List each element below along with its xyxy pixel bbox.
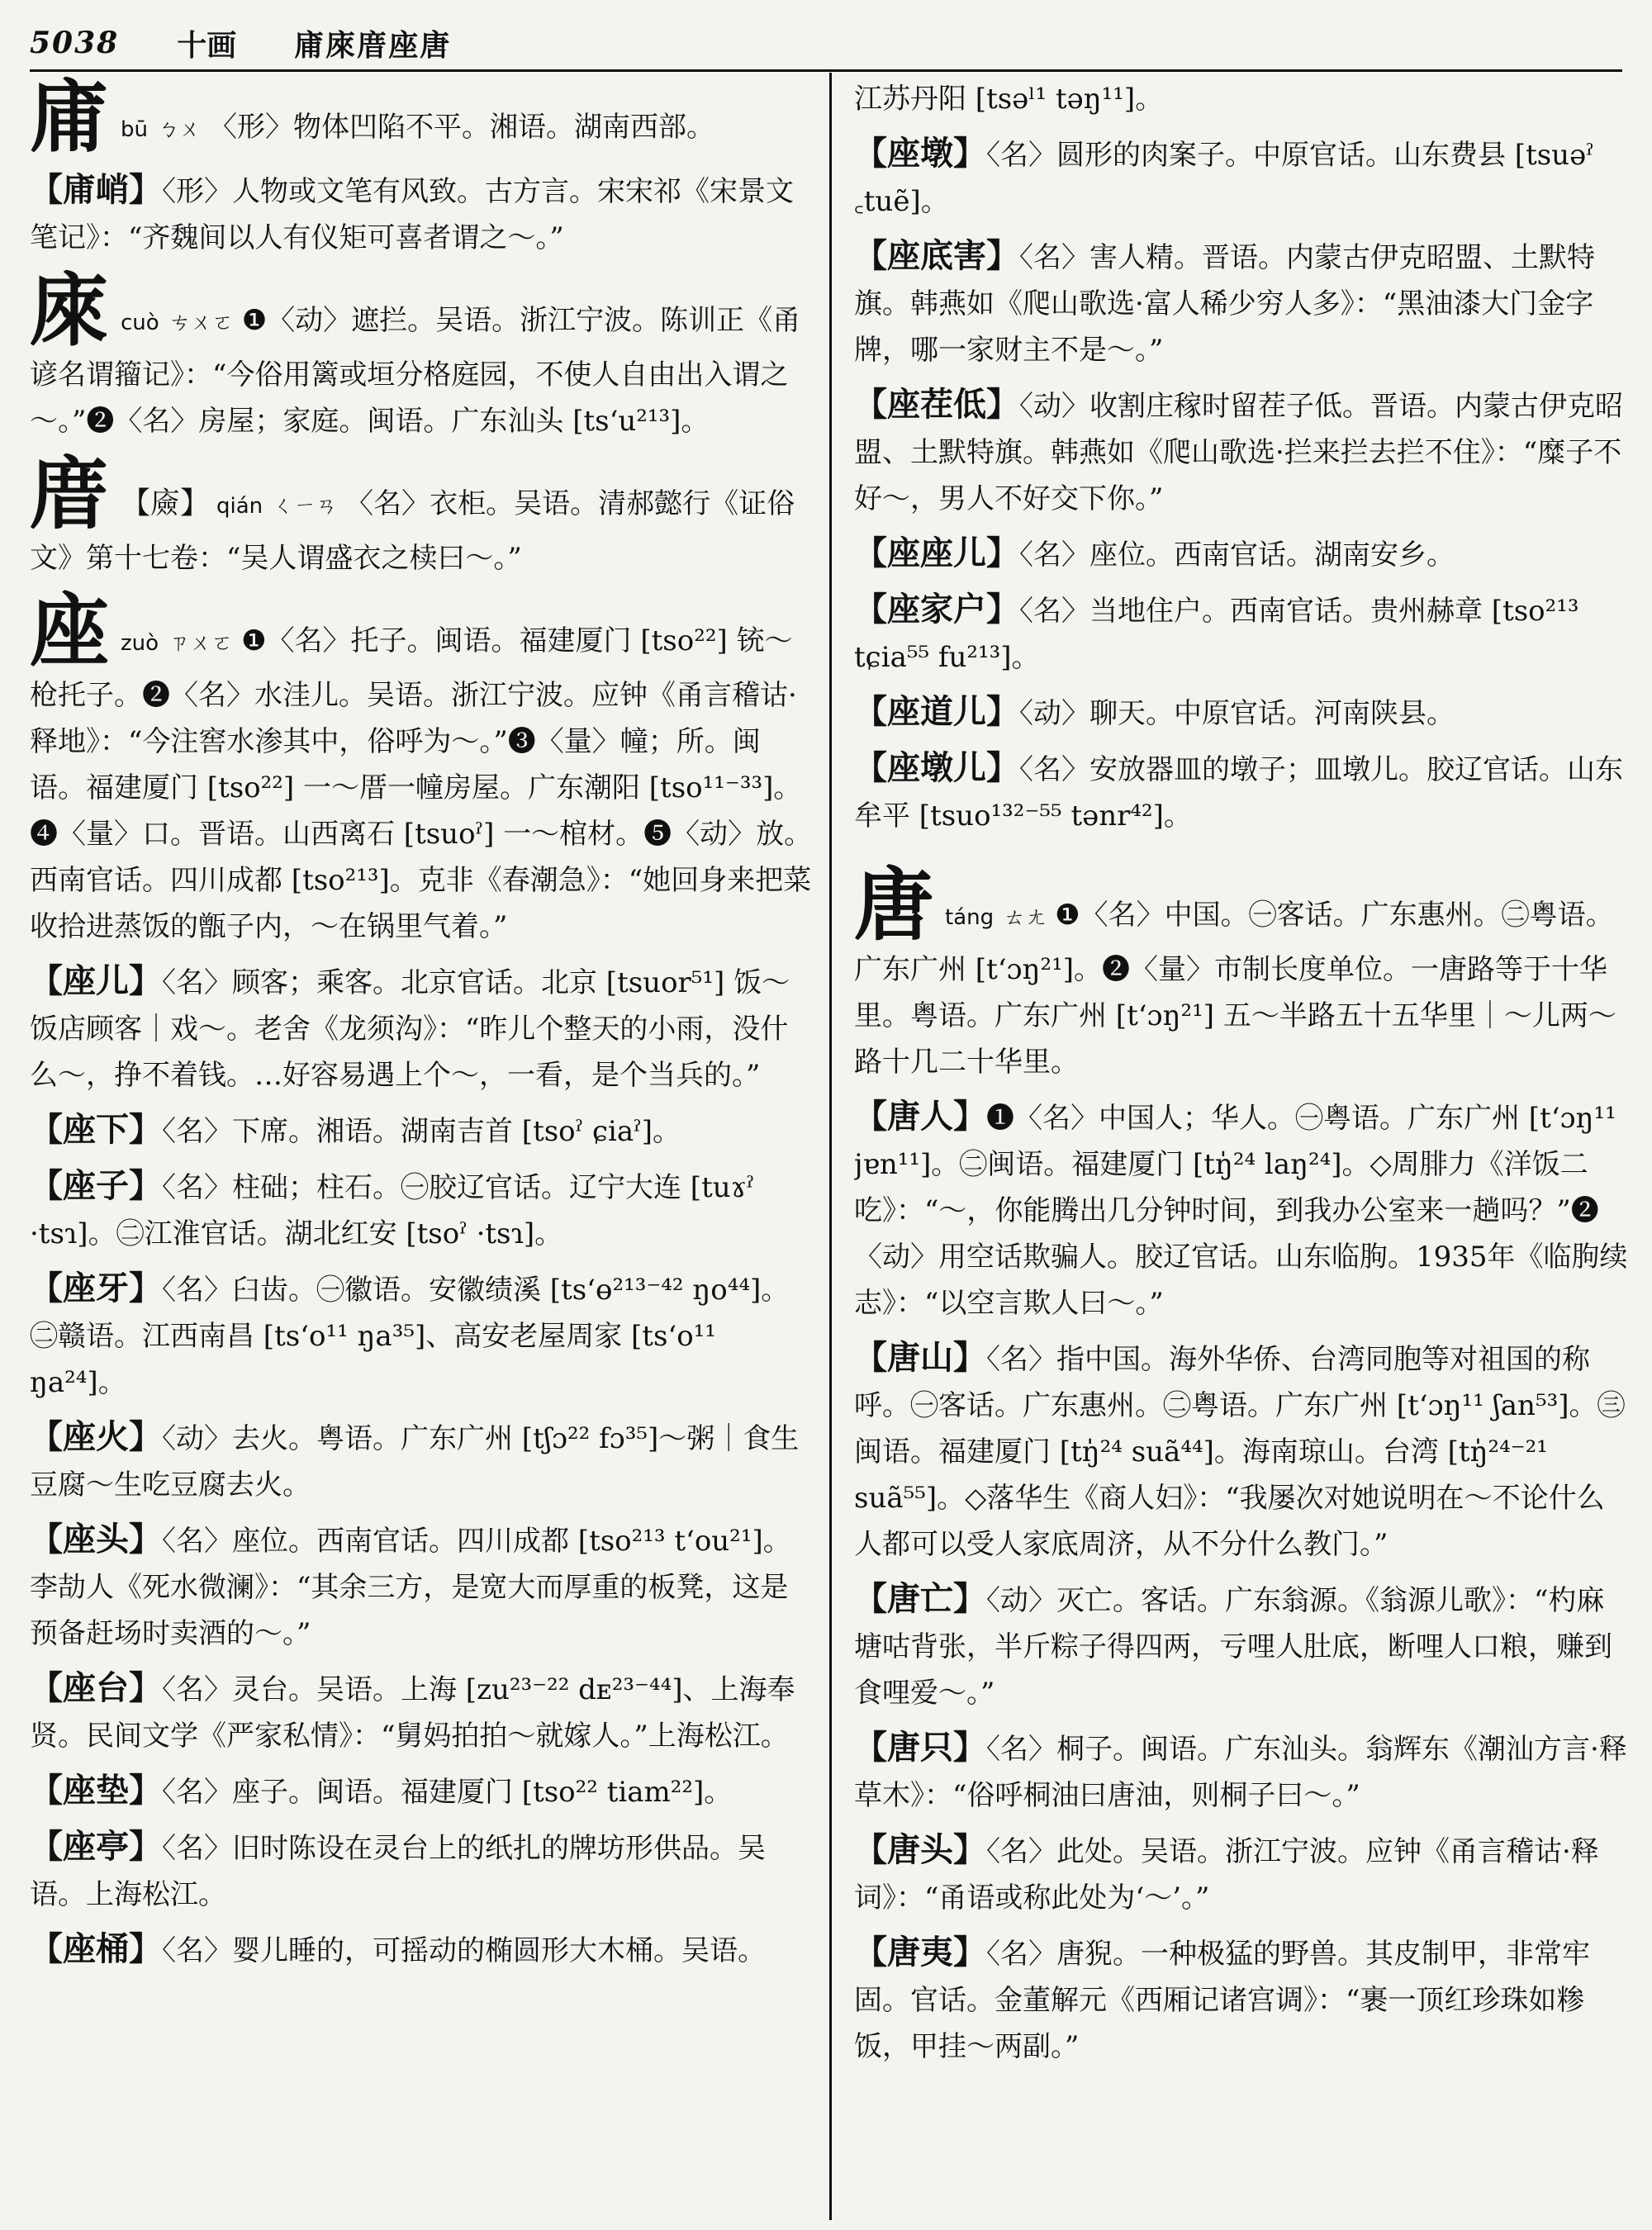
compound-term: 【唐亡】 xyxy=(854,1579,986,1618)
compound-term: 【座子】 xyxy=(30,1166,162,1205)
compound-term: 【座下】 xyxy=(30,1110,162,1149)
definition: 〈名〉安放器皿的墩子；皿墩儿。胶辽官话。山东牟平 [tsuo¹³²⁻⁵⁵ tənr⁴²]。 xyxy=(854,753,1623,833)
compound-term: 【座家户】 xyxy=(854,590,1019,629)
definition: 〈名〉衣柜。吴语。清郝懿行《证俗文》第十七卷：“吴人谓盛衣之椟曰～。” xyxy=(30,487,795,575)
zhuyin: ㄘㄨㄛ xyxy=(169,311,234,335)
left-column xyxy=(30,76,814,2223)
entry-compound xyxy=(854,689,1631,737)
entry-compound xyxy=(854,382,1631,522)
definition: 〈名〉顾客；乘客。北京官话。北京 [tsuor⁵¹] 饭～饭店顾客｜戏～。老舍《龙须沟》：“昨儿个整天的小雨，没什么～，挣不着钱。…好容易遇上个～，一看，是个当兵的。” xyxy=(30,966,790,1092)
entry-compound xyxy=(854,1335,1631,1568)
pinyin: cuò xyxy=(121,311,159,335)
compound-term: 【庯峭】 xyxy=(30,170,162,209)
pinyin: qián xyxy=(216,494,263,519)
definition: 〈形〉人物或文笔有风致。古方言。宋宋祁《宋景文笔记》：“齐魏间以人有仪矩可喜者谓之～。” xyxy=(30,175,794,254)
entry-compound xyxy=(854,233,1631,373)
definition: 〈动〉聊天。中原官话。河南陕县。 xyxy=(1019,697,1455,730)
compound-term: 【座道儿】 xyxy=(854,692,1019,731)
zhuyin: ㄗㄨㄛ xyxy=(169,631,234,656)
entry-compound xyxy=(30,1414,814,1508)
entry-head xyxy=(30,584,814,950)
head-character: 庲 xyxy=(30,263,109,357)
entry-compound xyxy=(854,745,1631,839)
definition: 〈名〉柱础；柱石。㊀胶辽官话。辽宁大连 [tuɤˀ ·tsɿ]。㊁江淮官话。湖北红安 [tsoˀ ·tsɿ]。 xyxy=(30,1171,755,1250)
entry-compound xyxy=(854,1094,1631,1326)
compound-term: 【座桶】 xyxy=(30,1929,162,1968)
definition: 〈名〉下席。湘语。湖南吉首 [tsoˀ ɕiaˀ]。 xyxy=(162,1115,681,1148)
compound-term: 【座台】 xyxy=(30,1668,162,1707)
head-character: 唐 xyxy=(854,858,933,951)
definition: 〈动〉去火。粤语。广东广州 [tʃɔ²² fɔ³⁵]～粥｜食生豆腐～生吃豆腐去火。 xyxy=(30,1422,800,1502)
definition: ❶〈动〉遮拦。吴语。浙江宁波。陈训正《甬谚名谓籀记》：“今俗用篱或垣分格庭园，不使人自由出入谓之～。”❷〈名〉房屋；家庭。闽语。广东汕头 [tsʻu²¹³]。 xyxy=(30,304,801,438)
definition: 〈名〉臼齿。㊀徽语。安徽绩溪 [tsʻɵ²¹³⁻⁴² ŋo⁴⁴]。㊁赣语。江西南昌 [tsʻo¹¹ ŋa³⁵]、高安老屋周家 [tsʻo¹¹ ŋa²⁴]。 xyxy=(30,1274,790,1399)
right-column xyxy=(854,76,1631,2223)
definition: ❶〈名〉托子。闽语。福建厦门 [tso²²] 铳～枪托子。❷〈名〉水洼儿。吴语。浙江宁波。应钟《甬言稽诂·释地》：“今注窖水渗其中，俗呼为～。”❸〈量〉幢；所。闽语。福建厦门 [tso²²] 一～厝一幢房屋。广东潮阳 [tso¹¹⁻³³]。❹〈量〉口。晋语。山西离石 [tsuoˀ] 一～棺材。❺〈动〉放。西南官话。四川成都 [tso²¹³]。克非《春潮急》：“她回身来把菜收拾进蒸饭的甑子内，～在锅里气着。” xyxy=(30,624,813,943)
entry-compound xyxy=(30,167,814,261)
header-head-chars: 庯庲庴座唐 xyxy=(294,27,452,63)
definition: 〈名〉圆形的肉案子。中原官话。山东费县 [tsuəˀ ꜀tuẽ]。 xyxy=(854,139,1594,218)
entry-head xyxy=(30,76,814,164)
definition: 〈名〉唐猊。一种极猛的野兽。其皮制甲，非常牢固。官话。金董解元《西厢记诸宫调》：“裹一顶红珍珠如糁饭，甲挂～两副。” xyxy=(854,1938,1590,2063)
entry-head xyxy=(30,263,814,444)
zhuyin: ㄅㄨ xyxy=(157,117,201,142)
entry-compound xyxy=(30,1767,814,1815)
column-divider xyxy=(829,73,832,2220)
entry-compound xyxy=(30,1824,814,1918)
entry-compound xyxy=(854,1576,1631,1716)
entry-compound xyxy=(30,1516,814,1657)
entry-compound xyxy=(854,1827,1631,1921)
variant-character: 【㢛】 xyxy=(121,486,211,520)
entry-compound xyxy=(30,1926,814,1974)
page-header xyxy=(30,18,1622,68)
entry-head xyxy=(30,447,814,581)
compound-term: 【座墩】 xyxy=(854,134,986,173)
head-character: 庯 xyxy=(30,76,109,164)
compound-term: 【唐只】 xyxy=(854,1728,986,1767)
definition: 〈名〉灵台。吴语。上海 [zu²³⁻²² dᴇ²³⁻⁴⁴]、上海奉贤。民间文学《严家私情》：“舅妈拍拍～就嫁人。”上海松江。 xyxy=(30,1673,795,1753)
head-character: 座 xyxy=(30,584,109,677)
definition: 〈动〉灭亡。客话。广东翁源。《翁源儿歌》：“杓麻塘咕背张，半斤粽子得四两，亏哩人肚底，断哩人口粮，赚到食哩爱～。” xyxy=(854,1584,1612,1710)
entry-head xyxy=(854,858,1631,1085)
definition: 〈名〉桐子。闽语。广东汕头。翁辉东《潮汕方言·释草木》：“俗呼桐油曰唐油，则桐子曰～。” xyxy=(854,1733,1627,1812)
page-number: 5038 xyxy=(30,26,120,60)
compound-term: 【座墩儿】 xyxy=(854,748,1019,787)
definition: 〈形〉物体凹陷不平。湘语。湖南西部。 xyxy=(209,111,714,144)
definition: 〈名〉指中国。海外华侨、台湾同胞等对祖国的称呼。㊀客话。广东惠州。㊁粤语。广东广州 [tʻɔŋ¹¹ ʃan⁵³]。㊂闽语。福建厦门 [tŋ̍²⁴ suã⁴⁴]。海南琼山。台湾 [tŋ̍²⁴⁻²¹ suã⁵⁵]。◇落华生《商人妇》：“我屡次对她说明在～不论什么人都可以受人家底周济，从不分什么教门。” xyxy=(854,1343,1626,1561)
head-character: 庴 xyxy=(30,447,109,540)
compound-term: 【座垫】 xyxy=(30,1771,162,1810)
entry-compound xyxy=(30,1665,814,1759)
definition: 〈名〉旧时陈设在灵台上的纸扎的牌坊形供品。吴语。上海松江。 xyxy=(30,1832,766,1911)
definition: 〈名〉此处。吴语。浙江宁波。应钟《甬言稽诂·释词》：“甬语或称此处为‘～’。” xyxy=(854,1835,1599,1914)
zhuyin: ㄊㄤ xyxy=(1004,905,1047,930)
pinyin: zuò xyxy=(121,631,159,656)
compound-term: 【座亭】 xyxy=(30,1827,162,1866)
zhuyin: ㄑㄧㄢ xyxy=(273,494,338,519)
definition: ❶〈名〉中国。㊀客话。广东惠州。㊁粤语。广东广州 [tʻɔŋ²¹]。❷〈量〉市制长度单位。一唐路等于十华里。粤语。广东广州 [tʻɔŋ²¹] 五～半路五十五华里｜～儿两～路十几二十华里。 xyxy=(854,899,1616,1079)
compound-term: 【座底害】 xyxy=(854,236,1019,275)
definition: 〈名〉座位。西南官话。四川成都 [tso²¹³ tʻou²¹]。李劼人《死水微澜》：“其余三方，是宽大而厚重的板凳，这是预备赶场时卖酒的～。” xyxy=(30,1525,791,1650)
compound-term: 【唐头】 xyxy=(854,1830,986,1869)
entry-compound xyxy=(30,1265,814,1406)
definition: 〈名〉婴儿睡的，可摇动的椭圆形大木桶。吴语。 xyxy=(162,1934,766,1967)
compound-term: 【唐人】 xyxy=(854,1097,986,1136)
continued-text: 江苏丹阳 [tsəˡ¹ təŋ¹¹]。 xyxy=(854,83,1164,116)
header-rule xyxy=(30,69,1622,72)
definition: 〈名〉害人精。晋语。内蒙古伊克昭盟、土默特旗。韩燕如《爬山歌选·富人稀少穷人多》：“黑油漆大门金字牌，哪一家财主不是～。” xyxy=(854,241,1595,367)
compound-term: 【座儿】 xyxy=(30,961,162,1000)
section-label: 十画 xyxy=(177,27,237,63)
entry-compound xyxy=(854,1725,1631,1819)
compound-term: 【座火】 xyxy=(30,1417,162,1456)
entry-compound xyxy=(30,958,814,1098)
compound-term: 【座牙】 xyxy=(30,1269,162,1307)
definition: 〈名〉当地住户。西南官话。贵州赫章 [tso²¹³ tɕia⁵⁵ fu²¹³]。 xyxy=(854,595,1579,674)
compound-term: 【座头】 xyxy=(30,1520,162,1559)
definition: 〈动〉收割庄稼时留茬子低。晋语。内蒙古伊克昭盟、土默特旗。韩燕如《爬山歌选·拦来拦去拦不住》：“糜子不好～，男人不好交下你。” xyxy=(854,390,1623,515)
entry-compound xyxy=(30,1107,814,1155)
entry-compound xyxy=(854,1929,1631,2070)
definition: 〈名〉座子。闽语。福建厦门 [tso²² tiam²²]。 xyxy=(162,1776,733,1809)
compound-term: 【座座儿】 xyxy=(854,534,1019,572)
definition: 〈名〉座位。西南官话。湖南安乡。 xyxy=(1019,539,1455,572)
compound-term: 【唐夷】 xyxy=(854,1933,986,1971)
compound-term: 【座茬低】 xyxy=(854,385,1019,424)
entry-compound xyxy=(30,1163,814,1257)
pinyin: táng xyxy=(945,905,995,930)
entry-compound xyxy=(854,586,1631,681)
entry-compound xyxy=(854,530,1631,578)
compound-term: 【唐山】 xyxy=(854,1338,986,1377)
pinyin: bū xyxy=(121,117,148,142)
entry-compound xyxy=(854,130,1631,225)
definition: ❶〈名〉中国人；华人。㊀粤语。广东广州 [tʻɔŋ¹¹ jɐn¹¹]。㊁闽语。福建厦门 [tŋ̍²⁴ laŋ²⁴]。◇周腓力《洋饭二吃》：“～，你能腾出几分钟时间，到我办公室来一趟吗？”❷〈动〉用空话欺骗人。胶辽官话。山东临朐。1935年《临朐续志》：“以空言欺人曰～。” xyxy=(854,1102,1628,1320)
